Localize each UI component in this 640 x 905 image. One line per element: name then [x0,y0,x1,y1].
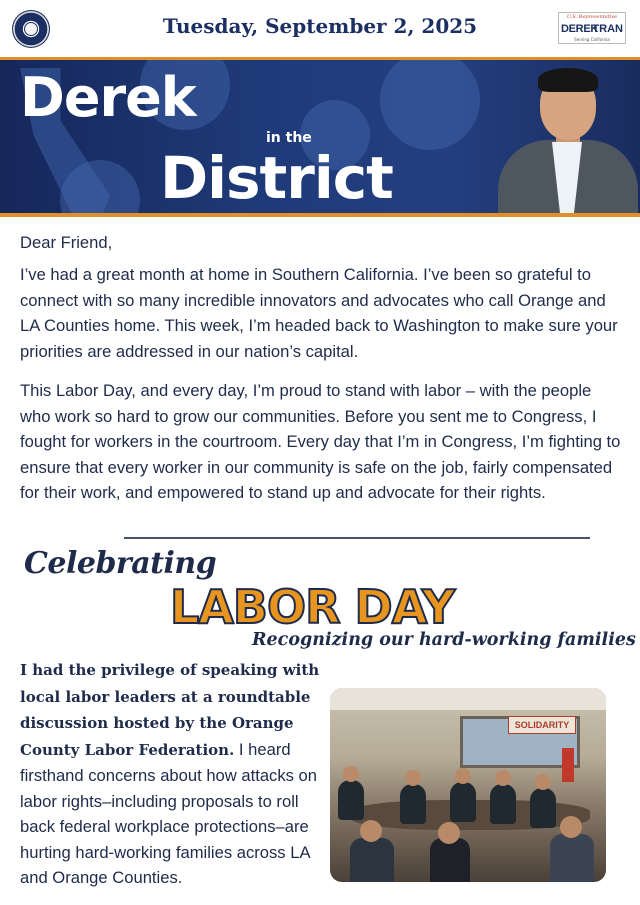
section-divider [124,537,590,539]
newsletter-date: Tuesday, September 2, 2025 [162,14,478,38]
banner-title-district: District [160,144,393,212]
article-lead: I had the privilege of speaking with local labor leaders at a roundtable discussion hosted by the Orange County Labor Federation. [20,661,320,759]
section-heading-celebrating: Celebrating [24,546,217,581]
poppy-decoration [380,57,480,150]
district-banner [0,57,640,217]
header-bar [0,0,640,58]
derek-tran-logo: U.S. Representative DEREK TRAN Serving California [558,12,626,44]
flag-decoration [562,748,574,782]
banner-title-derek: Derek [20,66,196,129]
solidarity-sign: SOLIDARITY [508,716,576,734]
section-heading-labor-day: LABOR DAY [170,580,455,634]
derek-tran-portrait [496,60,640,217]
article-body: I heard firsthand concerns about how attacks on labor rights–including proposals to roll back federal workplace protections–are hurting hard-working families across LA and Orange Counties. [20,739,318,887]
banner-title-in-the: in the [266,130,312,146]
section-subtitle: Recognizing our hard-working families [252,630,636,650]
roundtable-photo [330,688,606,882]
letter-paragraph-2: This Labor Day, and every day, I’m proud to stand with labor – with the people who work so hard to grow our communities. Before you sent me to Congress, I fought for workers in the courtroom. Every day that I’m in Congress, I’m fighting to ensure that every worker in our community is safe on the job, fairly compensated for their work, and empowered to stand up and advocate for their rights. [20,381,621,502]
labor-day-article [20,657,320,891]
letter-paragraph-1: I’ve had a great month at home in Southern California. I’ve been so grateful to connect with so many incredible innovators and advocates who call Orange and LA Counties home. This week, I’m headed back to Washington to make sure your priorities are addressed in our nation’s capital. [20,265,618,361]
letter-greeting: Dear Friend, [20,233,113,252]
